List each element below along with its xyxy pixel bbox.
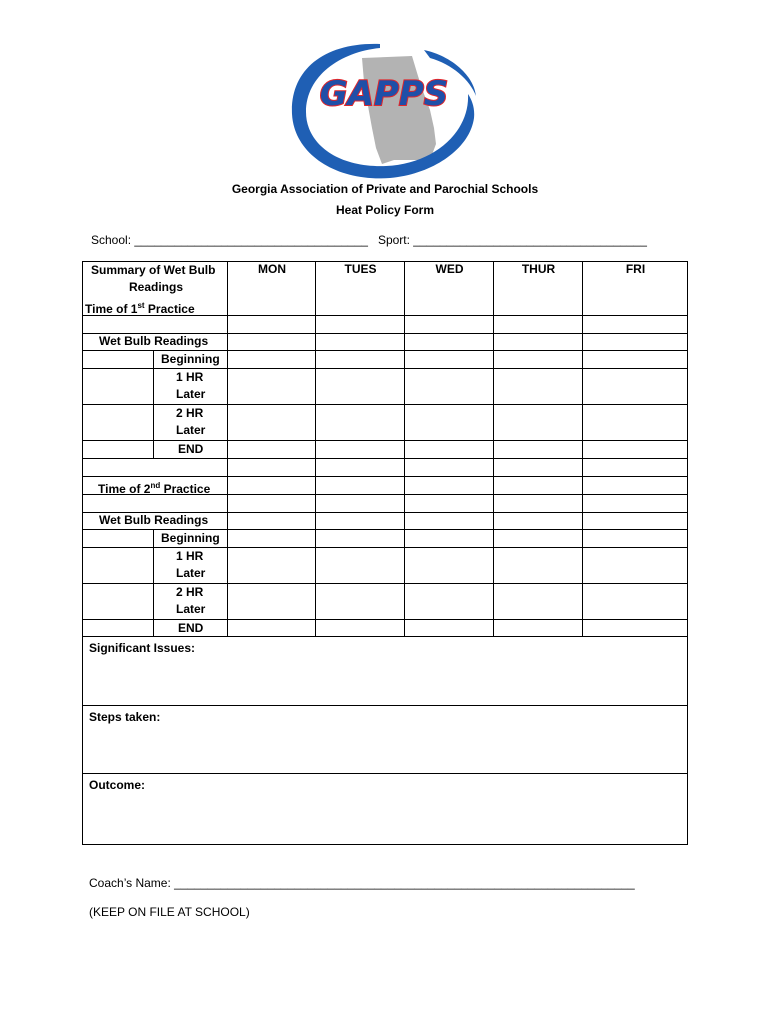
- end-label-2: END: [178, 621, 204, 635]
- col-header-mon: MON: [258, 262, 286, 276]
- significant-issues-box[interactable]: [82, 636, 688, 706]
- logo-text: GAPPS: [319, 74, 449, 114]
- steps-taken-box[interactable]: [82, 705, 688, 774]
- outcome-box[interactable]: [82, 773, 688, 845]
- col-header-fri: FRI: [625, 262, 646, 276]
- significant-issues-label: Significant Issues:: [89, 641, 196, 655]
- keep-on-file-note: (KEEP ON FILE AT SCHOOL): [89, 905, 250, 919]
- two-hr-label-1: 2 HR: [176, 406, 204, 420]
- form-org-title: Georgia Association of Private and Parochial Schools: [231, 182, 539, 196]
- one-hr-label-1: 1 HR: [176, 370, 204, 384]
- beginning-label-2: Beginning: [161, 531, 220, 545]
- two-hr-later-label-2: Later: [176, 602, 206, 616]
- summary-label-readings: Readings: [129, 280, 184, 294]
- second-practice-label: Time of 2nd Practice: [98, 481, 211, 496]
- gapps-logo: [284, 36, 484, 186]
- end-label-1: END: [178, 442, 204, 456]
- outcome-label: Outcome:: [89, 778, 146, 792]
- wet-bulb-label-1: Wet Bulb Readings: [99, 334, 209, 348]
- coach-name-line[interactable]: Coach’s Name: _____________________________________________________________________: [89, 876, 635, 890]
- school-sport-line[interactable]: School: ___________________________________ Sport: ___________________________________: [91, 233, 647, 247]
- wet-bulb-table: [82, 261, 688, 637]
- col-header-wed: WED: [435, 262, 464, 276]
- summary-label: Summary of Wet Bulb: [91, 263, 216, 277]
- wet-bulb-label-2: Wet Bulb Readings: [99, 513, 209, 527]
- col-header-thur: THUR: [521, 262, 556, 276]
- one-hr-label-2: 1 HR: [176, 549, 204, 563]
- form-title: Heat Policy Form: [335, 203, 435, 217]
- col-header-tues: TUES: [344, 262, 377, 276]
- one-hr-later-label-2: Later: [176, 566, 206, 580]
- two-hr-label-2: 2 HR: [176, 585, 204, 599]
- beginning-label-1: Beginning: [161, 352, 220, 366]
- two-hr-later-label-1: Later: [176, 423, 206, 437]
- first-practice-label: Time of 1st Practice: [85, 301, 195, 316]
- one-hr-later-label-1: Later: [176, 387, 206, 401]
- steps-taken-label: Steps taken:: [89, 710, 161, 724]
